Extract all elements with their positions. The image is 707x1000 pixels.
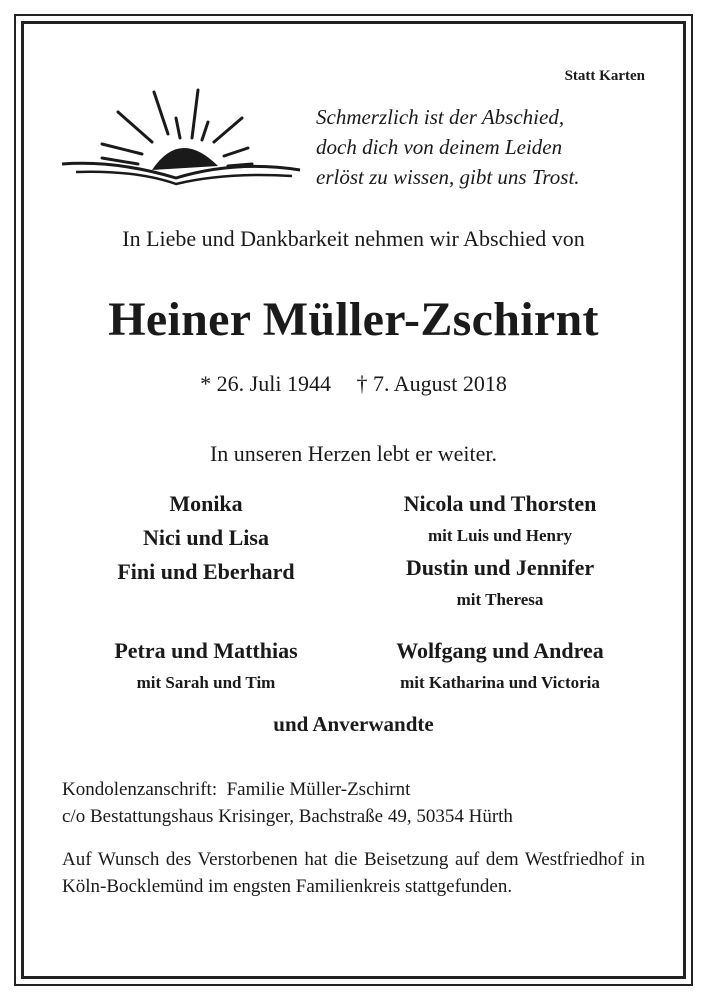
life-dates xyxy=(0,371,707,397)
relatives-line: und Anverwandte xyxy=(273,712,434,736)
condolence-line-1: Kondolenzanschrift: Familie Müller-Zschirnt xyxy=(62,779,411,800)
family-group-right-2 xyxy=(350,634,650,698)
family-children: mit Sarah und Tim xyxy=(136,673,276,692)
death-date: † 7. August 2018 xyxy=(356,371,507,396)
family-name: Fini und Eberhard xyxy=(117,559,295,584)
quote-line-1: Schmerzlich ist der Abschied, xyxy=(316,105,565,129)
family-group-right-1 xyxy=(350,487,650,615)
birth-date: * 26. Juli 1944 xyxy=(200,371,331,396)
family-name: Nici und Lisa xyxy=(143,525,269,550)
statt-karten-label: Statt Karten xyxy=(564,68,645,84)
quote xyxy=(316,102,656,192)
family-children: mit Theresa xyxy=(456,590,544,609)
sunset-icon xyxy=(56,78,304,196)
intro-text: In Liebe und Dankbarkeit nehmen wir Abschied von xyxy=(122,226,585,251)
family-name: Petra und Matthias xyxy=(114,638,298,663)
deceased-name: Heiner Müller-Zschirnt xyxy=(108,293,599,346)
burial-notice: Auf Wunsch des Verstorbenen hat die Beisetzung auf dem Westfriedhof in Köln-Bocklemünd im engsten Familienkreis stattgefunden. xyxy=(62,849,645,897)
family-children: mit Katharina und Victoria xyxy=(400,673,600,692)
family-group-left-2 xyxy=(56,634,356,698)
family-name: Monika xyxy=(169,491,243,516)
family-name: Wolfgang und Andrea xyxy=(396,638,604,663)
memorial-line: In unseren Herzen lebt er weiter. xyxy=(209,441,498,466)
quote-line-3: erlöst zu wissen, gibt uns Trost. xyxy=(316,165,580,189)
family-group-left-1 xyxy=(56,487,356,589)
family-name: Dustin und Jennifer xyxy=(405,555,595,580)
family-children: mit Luis und Henry xyxy=(427,526,573,545)
quote-line-2: doch dich von deinem Leiden xyxy=(316,135,563,159)
condolence-address xyxy=(62,776,513,830)
family-name: Nicola und Thorsten xyxy=(403,491,597,516)
condolence-line-2: c/o Bestattungshaus Krisinger, Bachstraße 49, 50354 Hürth xyxy=(62,806,513,827)
